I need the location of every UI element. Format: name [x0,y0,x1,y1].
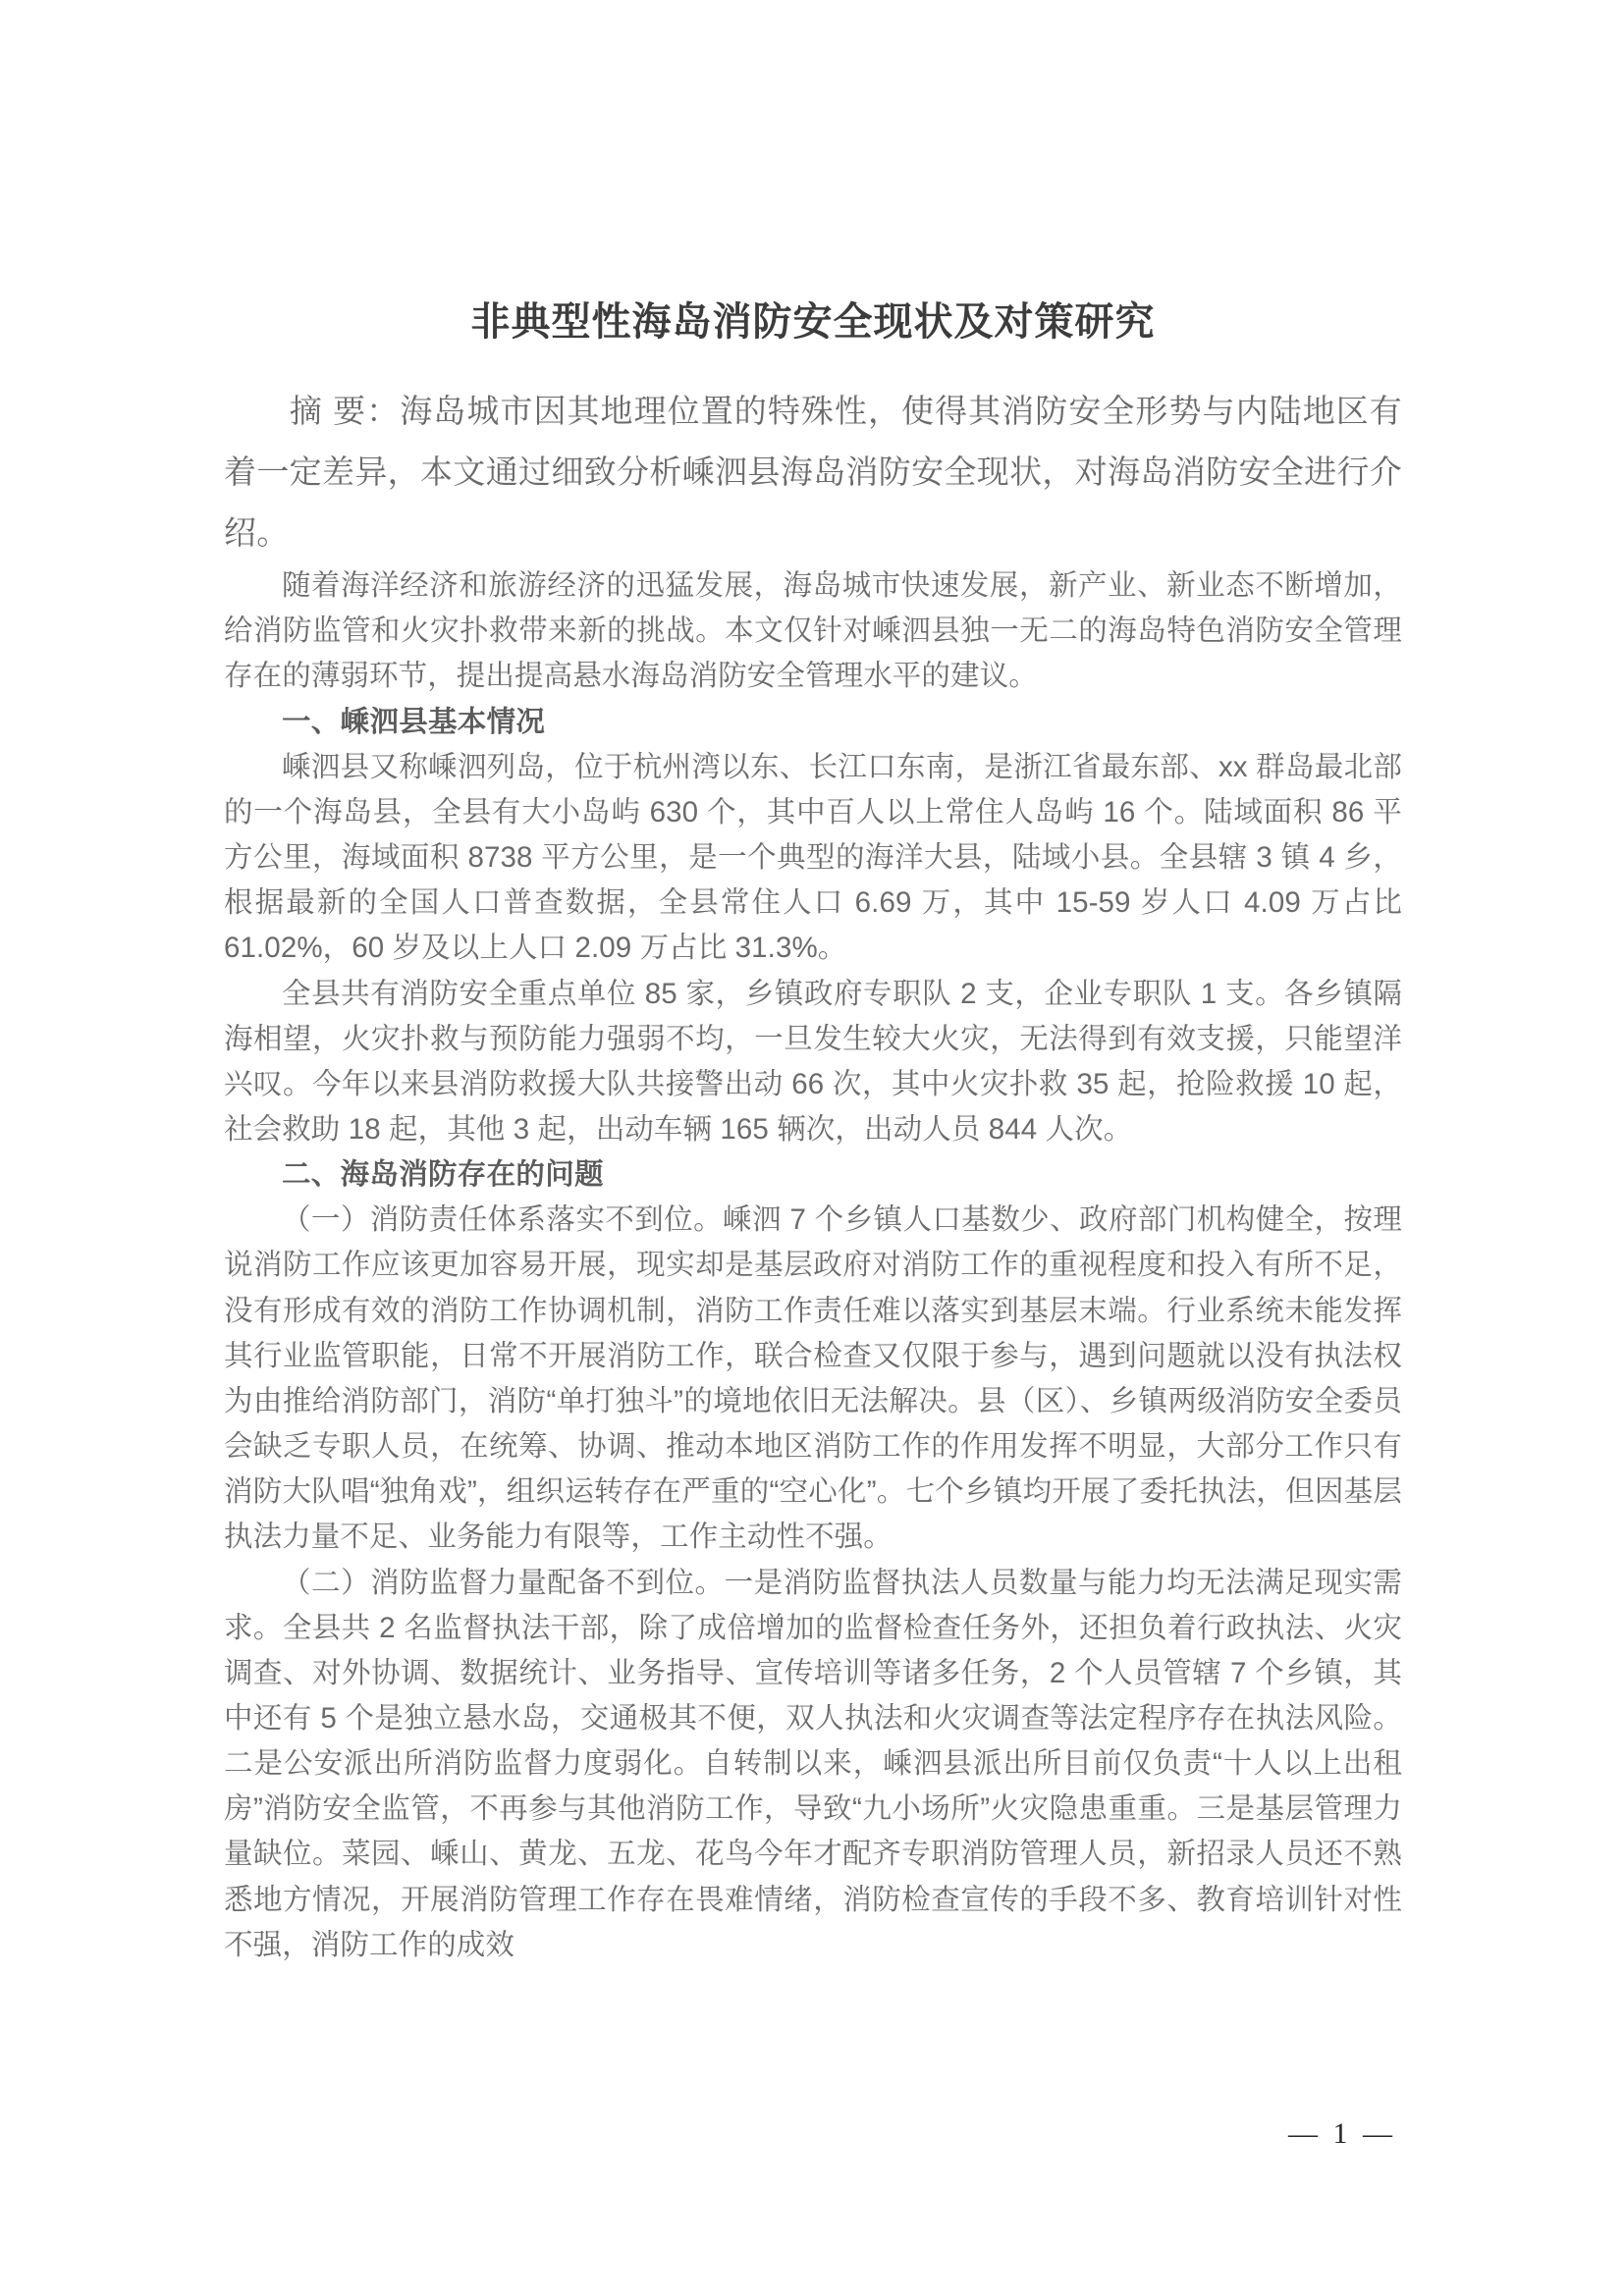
page-number: — 1 — [1288,2117,1396,2150]
section-heading-2: 二、海岛消防存在的问题 [282,1158,604,1192]
document-content [224,0,1402,1968]
section-2-paragraph-1: （一）消防责任体系落实不到位。嵊泗 7 个乡镇人口基数少、政府部门机构健全，按理说消防工作应该更加容易开展，现实却是基层政府对消防工作的重视程度和投入有所不足，没有形成有效的消防工作协调机制，消防工作责任难以落实到基层末端。行业系统未能发挥其行业监管职能，日常不开展消防工作，联合检查又仅限于参与，遇到问题就以没有执法权为由推给消防部门，消防“单打独斗”的境地依旧无法解决。县（区）、乡镇两级消防安全委员会缺乏专职人员，在统筹、协调、推动本地区消防工作的作用发挥不明显，大部分工作只有消防大队唱“独角戏”，组织运转存在严重的“空心化”。七个乡镇均开展了委托执法，但因基层执法力量不足、业务能力有限等，工作主动性不强。 [224,1203,1402,1554]
section-1-paragraph-1: 嵊泗县又称嵊泗列岛，位于杭州湾以东、长江口东南，是浙江省最东部、xx 群岛最北部的一个海岛县，全县有大小岛屿 630 个，其中百人以上常住人岛屿 16 个。陆域面积 86 平方公里，海域面积 8738 平方公里，是一个典型的海洋大县，陆域小县。全县辖 3 镇 4 乡，根据最新的全国人口普查数据，全县常住人口 6.69 万，其中 15-59 岁人口 4.09 万占比 61.02%，60 岁及以上人口 2.09 万占比 31.3%。 [224,750,1402,965]
abstract-block: 摘 要：海岛城市因其地理位置的特殊性，使得其消防安全形势与内陆地区有着一定差异，本文通过细致分析嵊泗县海岛消防安全现状，对海岛消防安全进行介绍。 [224,393,1402,552]
body-container [224,563,1402,1968]
page-title: 非典型性海岛消防安全现状及对策研究 [470,300,1156,344]
intro-paragraph: 随着海洋经济和旅游经济的迅猛发展，海岛城市快速发展，新产业、新业态不断增加，给消防监管和火灾扑救带来新的挑战。本文仅针对嵊泗县独一无二的海岛特色消防安全管理存在的薄弱环节，提出提高悬水海岛消防安全管理水平的建议。 [224,569,1402,693]
section-2-paragraph-2: （二）消防监督力量配备不到位。一是消防监督执法人员数量与能力均无法满足现实需求。全县共 2 名监督执法干部，除了成倍增加的监督检查任务外，还担负着行政执法、火灾调查、对外协调、数据统计、业务指导、宣传培训等诸多任务，2 个人员管辖 7 个乡镇，其中还有 5 个是独立悬水岛，交通极其不便，双人执法和火灾调查等法定程序存在执法风险。二是公安派出所消防监督力度弱化。自转制以来，嵊泗县派出所目前仅负责“十人以上出租房”消防安全监管，不再参与其他消防工作，导致“九小场所”火灾隐患重重。三是基层管理力量缺位。菜园、嵊山、黄龙、五龙、花鸟今年才配齐专职消防管理人员，新招录人员还不熟悉地方情况，开展消防管理工作存在畏难情绪，消防检查宣传的手段不多、教育培训针对性不强，消防工作的成效 [224,1566,1402,1961]
section-heading-1: 一、嵊泗县基本情况 [282,705,546,738]
section-1-paragraph-2: 全县共有消防安全重点单位 85 家，乡镇政府专职队 2 支，企业专职队 1 支。各乡镇隔海相望，火灾扑救与预防能力强弱不均，一旦发生较大火灾，无法得到有效支援，只能望洋兴叹。今年以来县消防救援大队共接警出动 66 次，其中火灾扑救 35 起，抢险救援 10 起，社会救助 18 起，其他 3 起，出动车辆 165 辆次，出动人员 844 人次。 [224,977,1402,1146]
